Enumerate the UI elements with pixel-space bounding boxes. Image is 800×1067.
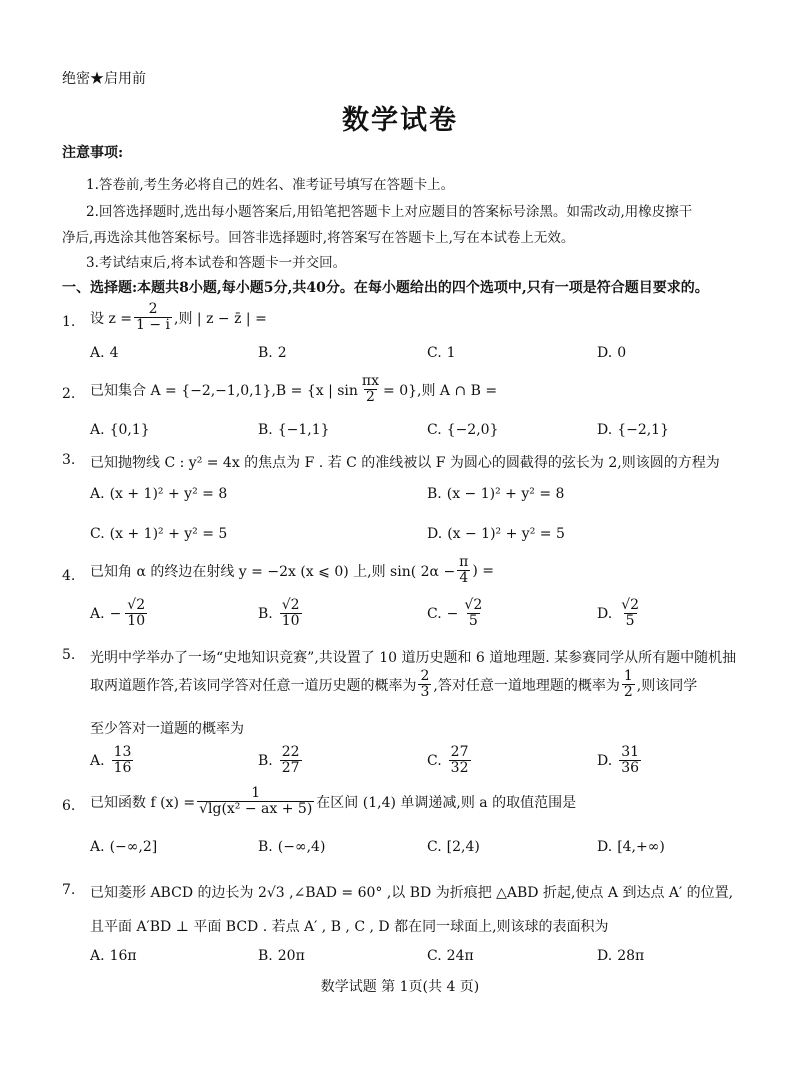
option-a[interactable] [90,598,149,630]
option-fraction [280,598,302,630]
option-label: B. [258,839,273,855]
option-text: [4,+∞) [617,839,665,855]
notice-heading: 注意事项: [62,145,124,161]
fraction-denominator: 3 [420,684,430,701]
option-d[interactable] [597,422,669,438]
fraction-denominator: 2 [623,684,633,701]
option-text: {−2,0} [446,422,499,438]
fraction-numerator: 22 [281,744,300,760]
option-d[interactable] [597,345,626,361]
option-label: A. [90,752,105,769]
option-c[interactable] [427,598,486,630]
option-text: (x − 1)² + y² = 8 [446,486,565,502]
option-fraction [112,745,134,777]
question-number: 3. [62,452,76,468]
option-fraction [619,598,641,630]
option-fraction [280,745,302,777]
option-label: D. [597,948,613,964]
page-title: 数学试卷 [342,105,458,136]
option-c[interactable] [427,839,480,855]
fraction [418,669,431,701]
option-c[interactable] [427,422,498,438]
fraction-numerator: √2 [281,597,300,613]
fraction-denominator: 27 [281,760,300,777]
question-2-stem [90,374,497,406]
stem-text: 已知函数 f (x) = [90,794,196,811]
question-number: 1. [62,314,76,330]
option-label: D. [597,345,613,361]
option-b[interactable] [258,422,330,438]
option-label: B. [427,486,442,502]
option-d[interactable] [597,598,643,630]
option-fraction [449,745,471,777]
option-b[interactable] [258,839,325,855]
option-text: 24π [446,948,474,964]
option-text: 0 [617,345,627,361]
notice-item-2: 2.回答选择题时,选出每小题答案后,用铅笔把答题卡上对应题目的答案标号涂黑。如需改动,用橡皮擦干 [86,204,693,220]
stem-text: 取两道题作答,若该同学答对任意一道历史题的概率为 [90,677,417,694]
option-label: B. [258,345,273,361]
fraction-numerator: 1 [251,785,261,801]
option-a[interactable] [90,745,135,777]
fraction-numerator: 13 [113,744,132,760]
option-b[interactable] [258,948,305,964]
option-a[interactable] [90,422,150,438]
option-text: 28π [617,948,645,964]
question-number: 7. [62,882,76,898]
fraction [622,669,635,701]
option-label: C. [427,948,442,964]
fraction-numerator: 1 [623,668,633,684]
option-fraction [125,598,147,630]
fraction-denominator: 5 [468,613,478,630]
option-sign: − [109,605,122,622]
question-6-stem [90,786,576,818]
option-fraction [462,598,484,630]
option-text: {0,1} [109,422,150,438]
option-a[interactable] [90,345,118,361]
fraction-numerator: 27 [450,744,469,760]
option-label: A. [90,486,105,502]
option-c[interactable] [427,948,474,964]
option-label: C. [427,839,442,855]
option-text: 20π [277,948,305,964]
option-c[interactable] [427,745,473,777]
question-5-line-3: 至少答对一道题的概率为 [90,721,244,737]
option-label: A. [90,422,105,438]
fraction-numerator: 2 [420,668,430,684]
option-text: 4 [109,345,119,361]
stem-text: ,答对任意一道地理题的概率为 [433,677,620,694]
option-text: 1 [446,345,456,361]
fraction-denominator: 1 − i [136,317,171,334]
option-d[interactable] [597,839,665,855]
option-d[interactable] [597,948,644,964]
option-label: C. [427,422,442,438]
option-b[interactable] [258,745,304,777]
fraction [457,555,470,587]
confidential-label: 绝密★启用前 [62,71,146,87]
stem-text: = 0},则 A ∩ B = [383,382,498,399]
option-c[interactable] [427,345,456,361]
fraction-denominator: 2 [366,389,375,406]
option-label: D. [597,839,613,855]
option-label: C. [427,605,442,622]
option-sign: − [446,605,459,622]
option-text: {−1,1} [277,422,330,438]
fraction-numerator: √2 [464,597,483,613]
option-label: D. [597,752,613,769]
fraction-denominator: 4 [459,570,469,587]
question-number: 5. [62,647,76,663]
option-b[interactable] [258,598,304,630]
fraction [134,302,172,334]
fraction-denominator: 10 [127,613,146,630]
option-label: D. [597,422,613,438]
option-label: C. [427,752,442,769]
question-5-line-1: 光明中学举办了一场“史地知识竞赛”,共设置了 10 道历史题和 6 道地理题. 某参赛同学从所有题中随机抽 [90,650,737,666]
fraction-denominator: 16 [113,760,132,777]
fraction-denominator: √lg(x² − ax + 5) [199,801,313,818]
option-label: A. [90,948,105,964]
option-label: C. [90,526,105,542]
question-number: 6. [62,798,76,814]
option-label: B. [258,422,273,438]
fraction-denominator: 10 [281,613,300,630]
option-label: A. [90,839,105,855]
fraction-denominator: 5 [625,613,635,630]
option-d[interactable] [597,745,643,777]
option-text: (x + 1)² + y² = 8 [109,486,228,502]
stem-text: 设 z = [90,310,133,327]
fraction-numerator: √2 [621,597,640,613]
stem-text: ) = [472,562,495,579]
fraction-denominator: 36 [621,760,640,777]
notice-item-3: 3.考试结束后,将本试卷和答题卡一并交回。 [86,255,347,271]
notice-item-1: 1.答卷前,考生务必将自己的姓名、准考证号填写在答题卡上。 [86,177,455,193]
section-heading: 一、选择题:本题共8小题,每小题5分,共40分。在每小题给出的四个选项中,只有一项是符合题目要求的。 [62,280,709,296]
option-text: (x − 1)² + y² = 5 [447,526,565,542]
notice-item-2-cont: 净后,再选涂其他答案标号。回答非选择题时,将答案写在答题卡上,写在本试卷上无效。 [62,230,575,246]
fraction-denominator: 32 [450,760,469,777]
option-text: (−∞,4) [277,839,326,855]
option-label: B. [258,752,273,769]
stem-text: ,则 | z − z̄ | = [174,310,267,327]
option-c[interactable] [90,526,227,542]
stem-text: ,则该同学 [636,677,698,694]
stem-text: 在区间 (1,4) 单调递减,则 a 的取值范围是 [316,794,577,811]
option-fraction [619,745,641,777]
option-a[interactable] [90,948,137,964]
fraction-numerator: 31 [621,744,640,760]
option-label: D. [427,526,443,542]
option-b[interactable] [427,486,564,502]
fraction [197,786,314,818]
option-a[interactable] [90,839,157,855]
option-label: B. [258,948,273,964]
page-footer: 数学试题 第 1页(共 4 页) [320,979,480,995]
option-text: (−∞,2] [109,839,158,855]
question-3-stem: 已知抛物线 C : y² = 4x 的焦点为 F . 若 C 的准线被以 F 为圆心的圆截得的弦长为 2,则该圆的方程为 [90,455,720,471]
option-text: 2 [277,345,287,361]
option-label: A. [90,345,105,361]
question-1-stem [90,302,267,334]
option-text: 16π [109,948,137,964]
question-7-line-1: 已知菱形 ABCD 的边长为 2√3 ,∠BAD = 60° ,以 BD 为折痕把 △ABD 折起,使点 A 到达点 A′ 的位置, [90,885,734,901]
option-text: [2,4) [446,839,480,855]
option-text: (x + 1)² + y² = 5 [109,526,228,542]
fraction [360,374,381,406]
stem-text: 已知集合 A = {−2,−1,0,1},B = {x | sin [90,382,358,399]
fraction-numerator: √2 [127,597,146,613]
question-7-line-2: 且平面 A′BD ⊥ 平面 BCD . 若点 A′ , B , C , D 都在同一球面上,则该球的表面积为 [90,919,609,935]
option-a[interactable] [90,486,227,502]
stem-text: 已知角 α 的终边在射线 y = −2x (x ⩽ 0) 上,则 sin( 2α − [90,563,456,580]
question-number: 2. [62,386,76,402]
option-label: C. [427,345,442,361]
question-5-line-2 [90,669,697,701]
question-4-stem [90,555,494,587]
question-number: 4. [62,568,76,584]
option-text: {−2,1} [617,422,669,438]
option-label: A. [90,605,105,622]
option-b[interactable] [258,345,287,361]
option-label: D. [597,605,613,622]
fraction-numerator: π [459,554,469,570]
option-label: B. [258,605,273,622]
option-d[interactable] [427,526,565,542]
fraction-numerator: πx [361,373,380,389]
fraction-numerator: 2 [148,301,158,317]
